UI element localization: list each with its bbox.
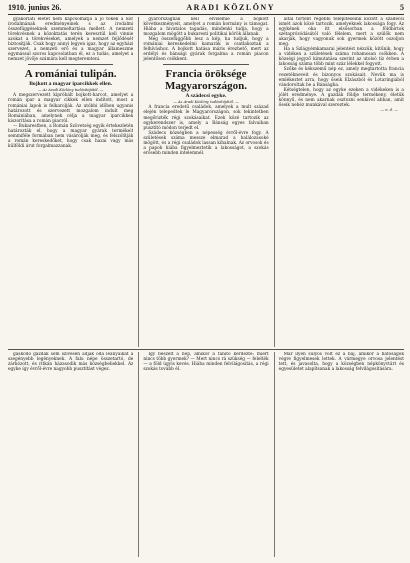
bottom-columns bbox=[8, 352, 404, 557]
column-3 bbox=[274, 17, 404, 347]
section-divider bbox=[8, 349, 404, 350]
article-subhead: Bojkott a magyar iparcikkek ellen. bbox=[29, 81, 113, 88]
article-headline-french-heritage: Francia öröksége Magyarországon. bbox=[165, 68, 247, 93]
bottom-column-2 bbox=[138, 352, 268, 557]
article-headline-romanian-tulip: A romániai tulipán. bbox=[24, 68, 117, 81]
bottom-column-3 bbox=[274, 352, 404, 557]
article-paragraph: Szádecs községben a népesség évről-évre fogy. A születések száma messze elmarad a halálozásoké mögött, és a régi családok lassan kihalnak. Az orvosok és a papok hiába figyelmeztetik a lakosságot, a szokás erősebb minden intelemnél. bbox=[143, 130, 269, 156]
article-paragraph: Kétségtelen, hogy az egyke ezeken a vidékeken is a jólét eredménye. A gazdák földje termékeny, életük könnyű, és nem akarnak osztozni senkivel abban, amit őseik nehéz munkával szereztek. bbox=[278, 87, 404, 108]
page-number: 5 bbox=[399, 3, 404, 12]
article-paragraph: A megszervezett kipróbált bojkott-harcot, amelyet a román ipar a magyar cikkek ellen indított, most a romániai lapok is felkarolják. Az utóbbi időben ugyanis határozott és szervezett mozgalom indult meg Romániában, amelynek célja a magyar iparcikkek kiszorítása a román piacról. bbox=[8, 93, 134, 124]
article-paragraph: gyarországnak kell elviselnie a bojkott következményeit, amelyet a román kormány is támogat. Hiába a hivatalos tagadás, mindenki tudja, hogy a mozgalom mögött a bukaresti politikai körök állanak. bbox=[143, 17, 269, 38]
article-byline: — Az Aradi Közlöny tudósítójától. — bbox=[173, 100, 239, 105]
issue-date: 1910. junius 26. bbox=[8, 3, 62, 12]
column-1 bbox=[8, 17, 133, 347]
article-paragraph: Ha a Szlágyémkamarai jelentést nézzük, kitűnik, hogy a vidéken a születések száma rohamosan csökken. A községi jegyző kimutatása szerint az utolsó tíz évben a lakosság száma több mint száz lélekkel fogyott. bbox=[278, 47, 404, 68]
article-signature: — n. d. — bbox=[380, 107, 398, 112]
article-byline: — Az Aradi Közlöny tudósítójától. — bbox=[37, 88, 104, 93]
article-subhead: A szádecsi egyke. bbox=[185, 93, 227, 100]
divider bbox=[163, 64, 248, 65]
article-paragraph: gaskodó gazdák sem szívesen adják oda leányaikat a szegényebb legényeknek. A falu népe összetartó, de zárkózott, és ritkán házasodik más községbeliekkel. Az egyke így évről-évre nagyobb pusztítást végez. bbox=[8, 352, 134, 373]
column-1-intro: gyakorlati életet nem kapcsolhatja a jó tőkék a kor irodalmának eredményeinek s az irodalmi összefüggéseknek szemmeltartása mellett. A nemzeti törekvésnek a közoktatás terén keresztül kell vinnie azokat a törekvéseket, amelyek a nemzet fejlődését biztosítják. Csak hogy annyi legyen igaz, hogy az egyházi szervezet, a nemzeti erő és a magyar állameszme egymással szoros kapcsolatban él, ez a tudás, amelyet a nemzet jövője számára kell megteremteni. bbox=[8, 17, 134, 63]
article-paragraph: Már ilyen súlyos volt ez a baj, amikor a hatóságok végre figyelmesek lettek. A vármegye orvosa jelentést tett, és javasolta, hogy a községben népkönyvtárt és egyesületet alapítsanak a lakosság felvilágosítására. bbox=[278, 352, 404, 373]
bottom-column-1 bbox=[8, 352, 133, 557]
page-header bbox=[8, 3, 404, 15]
divider bbox=[28, 64, 113, 65]
article-paragraph: — Bukarestben, a Román Szövetség egyik értekezletén határozták el, hogy a magyar gyárak termékeit semmiféle formában nem vásárolják meg, és felszólítják a román kereskedőket, hogy csak hazai vagy más külföldi árut forgalmazzanak. bbox=[8, 123, 134, 149]
column-2 bbox=[138, 17, 268, 347]
article-columns bbox=[8, 17, 404, 347]
article-paragraph: Igy beszélt a nép, amikor a tanító kérdezte: miért nincs több gyermek? — Mert nincs rá szükség — felelték — a föld úgyis kevés. Hiába minden felvilágosítás, a régi szokás tovább él. bbox=[143, 352, 269, 373]
newspaper-title: ARADI KÖZLÖNY bbox=[186, 3, 275, 12]
article-paragraph: Még összefüggőbb lesz a kép, ha tudjuk, hogy a romániai kereskedelmi kamarák is csatlakoztak a felhíváshoz. A bojkott hatása máris érezhető, mert az erdélyi és bánsági gyárak forgalma a román piacon jelentősen csökkent. bbox=[143, 37, 269, 63]
article-paragraph: Szőke és kékszemű nép ez, amely megtartotta francia vezetékneveit és bizonyos szokásait. Nevük ma is emlékeztet arra, hogy őseik Elzászból és Lotaringiából vándoroltak be a Bánságba. bbox=[278, 67, 404, 88]
article-paragraph: A francia eredetű családok, amelyek a mult század elején telepedtek le Magyarországon, sok tekintetben megőrizték régi szokásaikat. Ezek közé tartozik az egykerendszer is, amely a Bánság egyes falvaiban pusztító módon terjedt el. bbox=[143, 105, 269, 131]
article-paragraph: által történt régebbi telepítéseink között a szádecsi ismét azok közé tartozik, amelyeknek lakossága fogy. Az egykének oka itt elsősorban a földbirtok szétaprózódásától való félelem, mert a szülők nem akarják, hogy vagyonuk sok gyermek között oszoljon meg. bbox=[278, 17, 404, 48]
